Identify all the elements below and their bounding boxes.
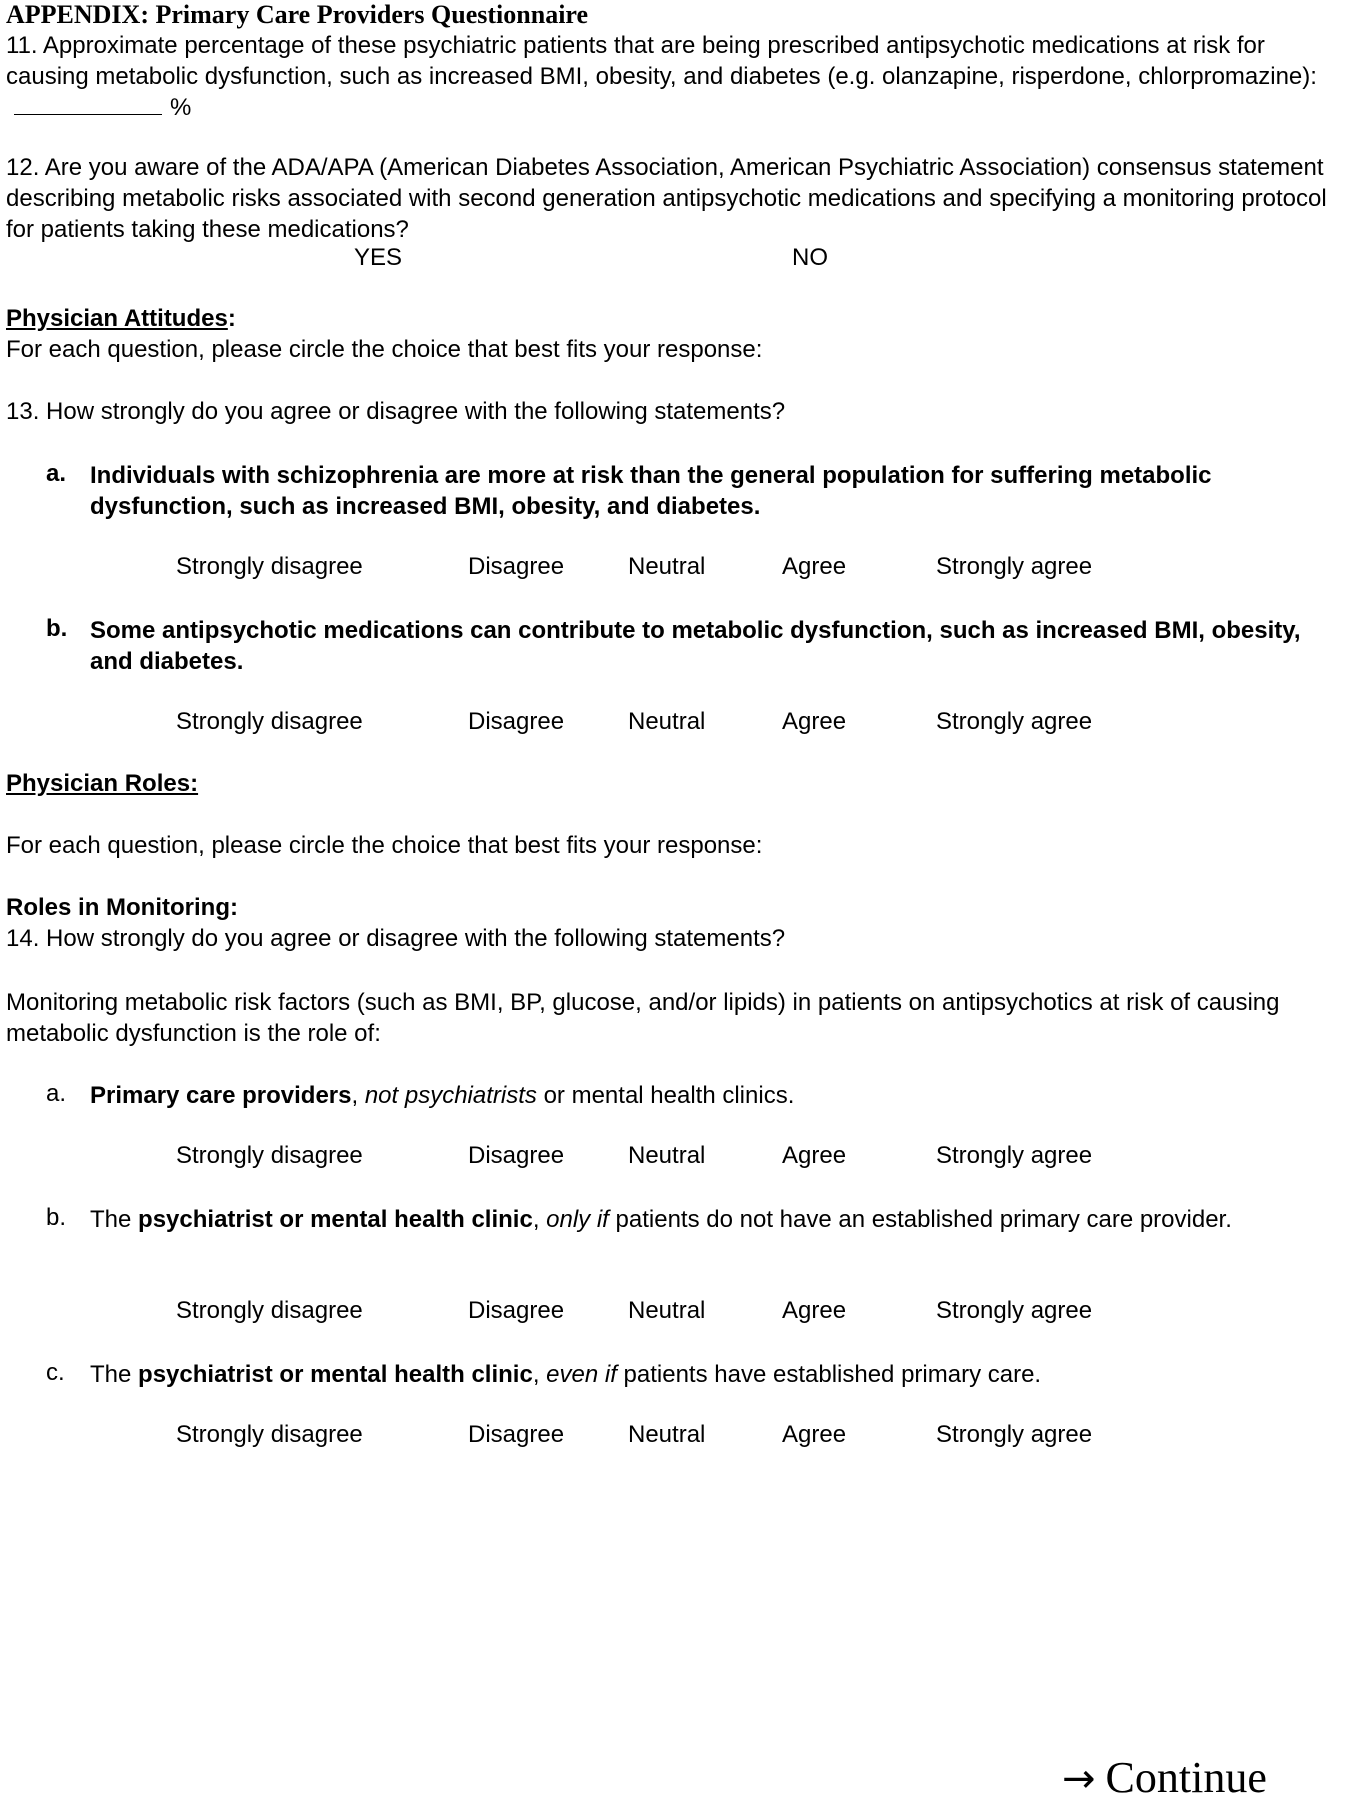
scale-disagree[interactable]: Disagree xyxy=(468,1142,565,1169)
item-14b-text xyxy=(90,1204,1346,1235)
item-14b-bold: psychiatrist or mental health clinic xyxy=(138,1206,533,1233)
scale-strongly-disagree[interactable]: Strongly disagree xyxy=(176,1421,363,1448)
item-13a-letter: a. xyxy=(46,460,67,487)
scale-agree[interactable]: Agree xyxy=(782,1142,847,1169)
attitudes-heading-label: Physician Attitudes xyxy=(6,305,228,332)
scale-strongly-agree[interactable]: Strongly agree xyxy=(936,1421,1093,1448)
scale-strongly-disagree[interactable]: Strongly disagree xyxy=(176,1142,363,1169)
item-14c-bold: psychiatrist or mental health clinic xyxy=(138,1361,533,1388)
scale-strongly-disagree[interactable]: Strongly disagree xyxy=(176,708,363,735)
scale-disagree[interactable]: Disagree xyxy=(468,1297,565,1324)
question-11-text: 11. Approximate percentage of these psychiatric patients that are being prescribed antipsychotic medications at risk for causing metabolic dysfunction, such as increased BMI, obesity, and diabetes (e.g. olanzapine, risperdone, chlorpromazine): xyxy=(6,32,1317,90)
answer-yes[interactable]: YES xyxy=(354,244,403,271)
item-14c-rest: patients have established primary care. xyxy=(616,1361,1042,1388)
scale-disagree[interactable]: Disagree xyxy=(468,708,565,735)
item-14b-sep: , xyxy=(532,1206,547,1233)
arrow-right-icon: → xyxy=(1062,1756,1096,1802)
item-14a-bold: Primary care providers xyxy=(90,1082,352,1109)
continue-link[interactable] xyxy=(1062,1752,1267,1803)
item-14c-sep: , xyxy=(532,1361,547,1388)
item-14a-italic: not psychiatrists xyxy=(364,1082,537,1109)
scale-strongly-disagree[interactable]: Strongly disagree xyxy=(176,1297,363,1324)
item-14b-pre: The xyxy=(90,1206,139,1233)
scale-neutral[interactable]: Neutral xyxy=(628,1142,706,1169)
item-13b-letter: b. xyxy=(46,615,68,642)
scale-disagree[interactable]: Disagree xyxy=(468,1421,565,1448)
scale-neutral[interactable]: Neutral xyxy=(628,1297,706,1324)
scale-strongly-agree[interactable]: Strongly agree xyxy=(936,1297,1093,1324)
question-11 xyxy=(6,30,1346,123)
scale-agree[interactable]: Agree xyxy=(782,1421,847,1448)
scale-neutral[interactable]: Neutral xyxy=(628,553,706,580)
attitudes-heading-colon: : xyxy=(227,305,236,332)
percent-unit: % xyxy=(170,94,192,121)
item-13a-text: Individuals with schizophrenia are more at risk than the general population for suffering metabolic dysfunction, such as increased BMI, obesity, and diabetes. xyxy=(90,462,1212,520)
item-14c-italic: even if xyxy=(546,1361,617,1388)
percentage-blank[interactable] xyxy=(14,94,162,115)
item-14b-italic: only if xyxy=(546,1206,609,1233)
question-12-text: 12. Are you aware of the ADA/APA (American Diabetes Association, American Psychiatric Association) consensus statement describing metabolic risks associated with second generation antipsychotic medications and specifying a monitoring protocol for patients taking these medications? xyxy=(6,154,1327,243)
scale-agree[interactable]: Agree xyxy=(782,1297,847,1324)
roles-instructions: For each question, please circle the choice that best fits your response: xyxy=(6,832,763,859)
item-14c-letter: c. xyxy=(46,1359,65,1386)
attitudes-heading xyxy=(6,305,236,333)
scale-disagree[interactable]: Disagree xyxy=(468,553,565,580)
item-14c-pre: The xyxy=(90,1361,139,1388)
roles-heading: Physician Roles: xyxy=(6,770,199,797)
item-13b-text: Some antipsychotic medications can contribute to metabolic dysfunction, such as increased BMI, obesity, and diabetes. xyxy=(90,617,1301,675)
scale-strongly-disagree[interactable]: Strongly disagree xyxy=(176,553,363,580)
attitudes-instructions: For each question, please circle the choice that best fits your response: xyxy=(6,336,763,363)
scale-strongly-agree[interactable]: Strongly agree xyxy=(936,553,1093,580)
item-14b-rest: patients do not have an established primary care provider. xyxy=(608,1206,1232,1233)
scale-neutral[interactable]: Neutral xyxy=(628,708,706,735)
page-title: APPENDIX: Primary Care Providers Questionnaire xyxy=(6,0,589,29)
scale-strongly-agree[interactable]: Strongly agree xyxy=(936,1142,1093,1169)
continue-label: Continue xyxy=(1105,1753,1267,1802)
question-14: 14. How strongly do you agree or disagree with the following statements? xyxy=(6,925,786,952)
scale-strongly-agree[interactable]: Strongly agree xyxy=(936,708,1093,735)
scale-agree[interactable]: Agree xyxy=(782,553,847,580)
scale-agree[interactable]: Agree xyxy=(782,708,847,735)
item-14a-rest: or mental health clinics. xyxy=(536,1082,795,1109)
item-14c-text xyxy=(90,1359,1346,1390)
roles-subheading: Roles in Monitoring: xyxy=(6,894,238,921)
item-14b-letter: b. xyxy=(46,1204,67,1231)
scale-neutral[interactable]: Neutral xyxy=(628,1421,706,1448)
item-14a-sep: , xyxy=(351,1082,365,1109)
item-14a-letter: a. xyxy=(46,1080,67,1107)
item-14a-text xyxy=(90,1080,1346,1111)
question-14-stem: Monitoring metabolic risk factors (such as BMI, BP, glucose, and/or lipids) in patients on antipsychotics at risk of causing metabolic dysfunction is the role of: xyxy=(6,989,1280,1047)
question-13: 13. How strongly do you agree or disagree with the following statements? xyxy=(6,398,786,425)
answer-no[interactable]: NO xyxy=(792,244,828,271)
